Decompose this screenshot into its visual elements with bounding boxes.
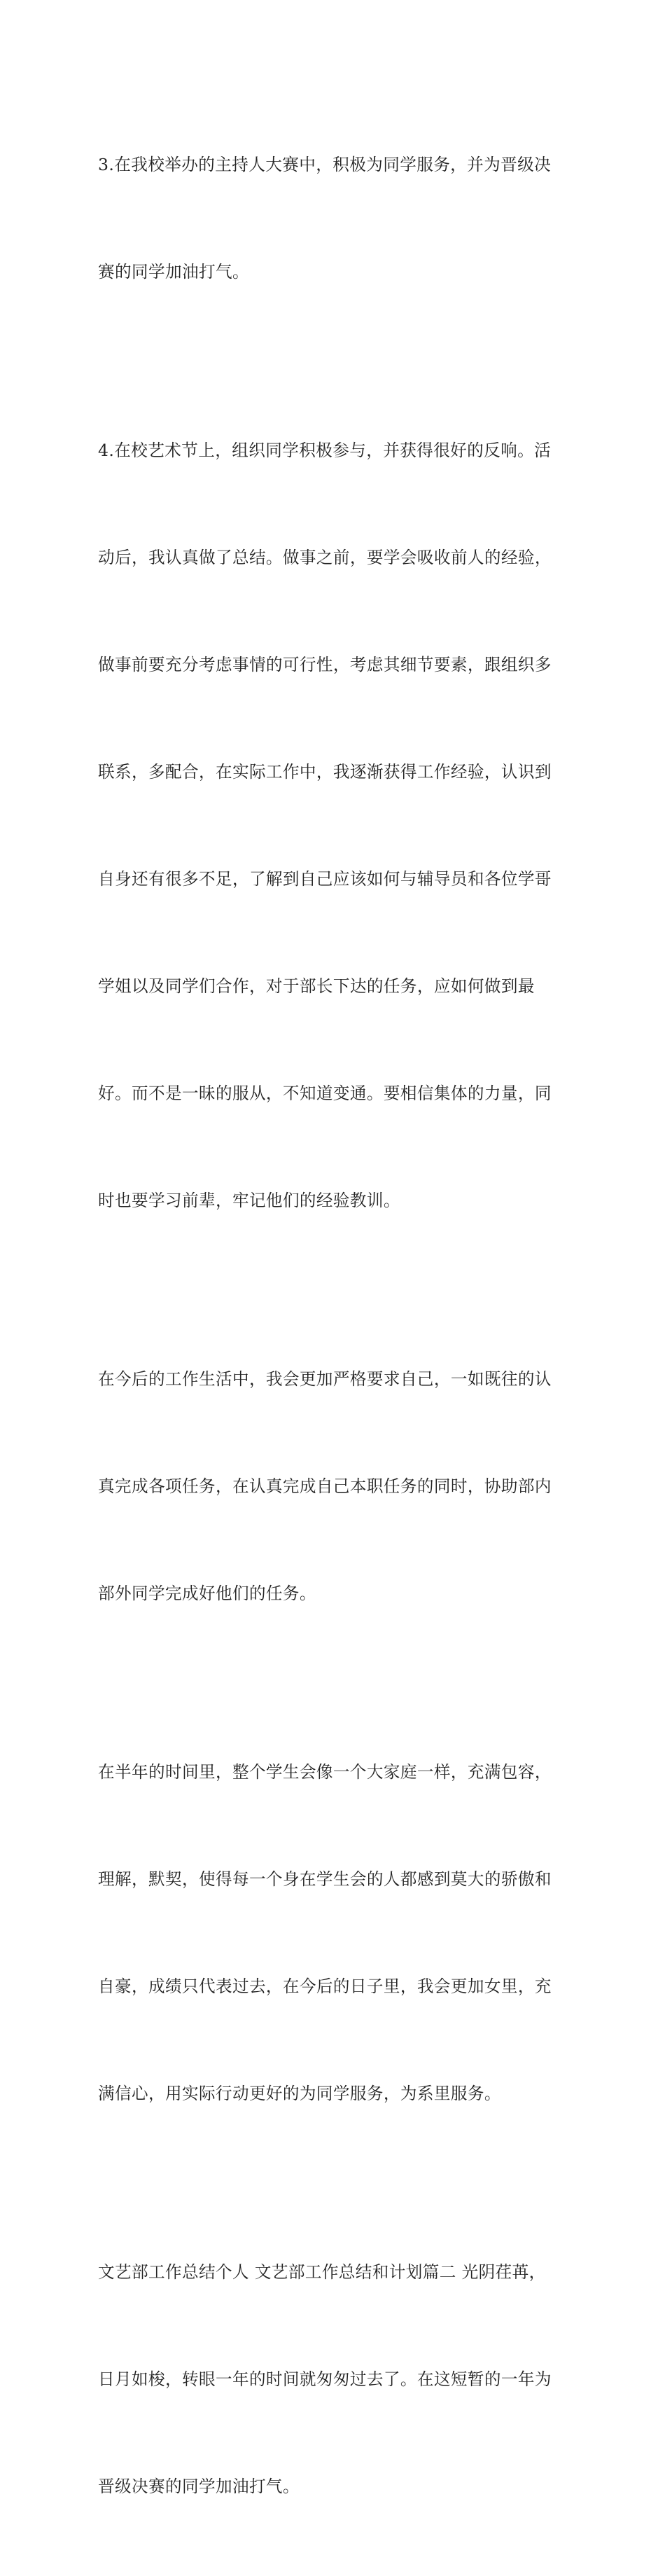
text-line: 赛的同学加油打气。: [98, 262, 249, 282]
paragraph-art-festival: [98, 361, 574, 1290]
text-line: 3.在我校举办的主持人大赛中，积极为同学服务，并为晋级决: [98, 155, 552, 174]
text-line: 满信心，用实际行动更好的为同学服务，为系里服务。: [98, 2084, 501, 2103]
text-line: 晋级决赛的同学加油打气。: [98, 2477, 300, 2496]
text-line: 时也要学习前辈，牢记他们的经验教训。: [98, 1191, 400, 1210]
text-line: 自豪，成绩只代表过去，在今后的日子里，我会更加女里，充: [98, 1976, 552, 1996]
text-line: 在半年的时间里，整个学生会像一个大家庭一样，充满包容，: [98, 1762, 552, 1782]
text-line: 学姐以及同学们合作，对于部长下达的任务，应如何做到最: [98, 976, 535, 996]
text-line: 自身还有很多不足，了解到自己应该如何与辅导员和各位学哥: [98, 869, 552, 889]
paragraph-half-year: [98, 1683, 574, 2183]
text-line: 文艺部工作总结个人 文艺部工作总结和计划篇二 光阴荏苒，: [98, 2262, 546, 2282]
text-line: 联系，多配合，在实际工作中，我逐渐获得工作经验，认识到: [98, 762, 552, 782]
text-line: 在今后的工作生活中，我会更加严格要求自己，一如既往的认: [98, 1369, 552, 1389]
text-line: 做事前要充分考虑事情的可行性，考虑其细节要素，跟组织多: [98, 655, 552, 674]
text-line: 理解，默契，使得每一个身在学生会的人都感到莫大的骄傲和: [98, 1869, 552, 1889]
paragraph-future-work: [98, 1290, 574, 1683]
paragraph-host-contest: [98, 76, 574, 361]
text-line: 日月如梭，转眼一年的时间就匆匆过去了。在这短暂的一年为: [98, 2369, 552, 2389]
text-line: 好。而不是一昧的服从，不知道变通。要相信集体的力量，同: [98, 1083, 552, 1103]
paragraph-article-two-intro: [98, 2183, 574, 2576]
text-line: 真完成各项任务，在认真完成自己本职任务的同时，协助部内: [98, 1476, 552, 1496]
text-line: 4.在校艺术节上，组织同学积极参与，并获得很好的反响。活: [98, 441, 552, 460]
document-body: [98, 76, 574, 2576]
text-line: 部外同学完成好他们的任务。: [98, 1584, 316, 1603]
text-line: 动后，我认真做了总结。做事之前，要学会吸收前人的经验，: [98, 548, 552, 567]
